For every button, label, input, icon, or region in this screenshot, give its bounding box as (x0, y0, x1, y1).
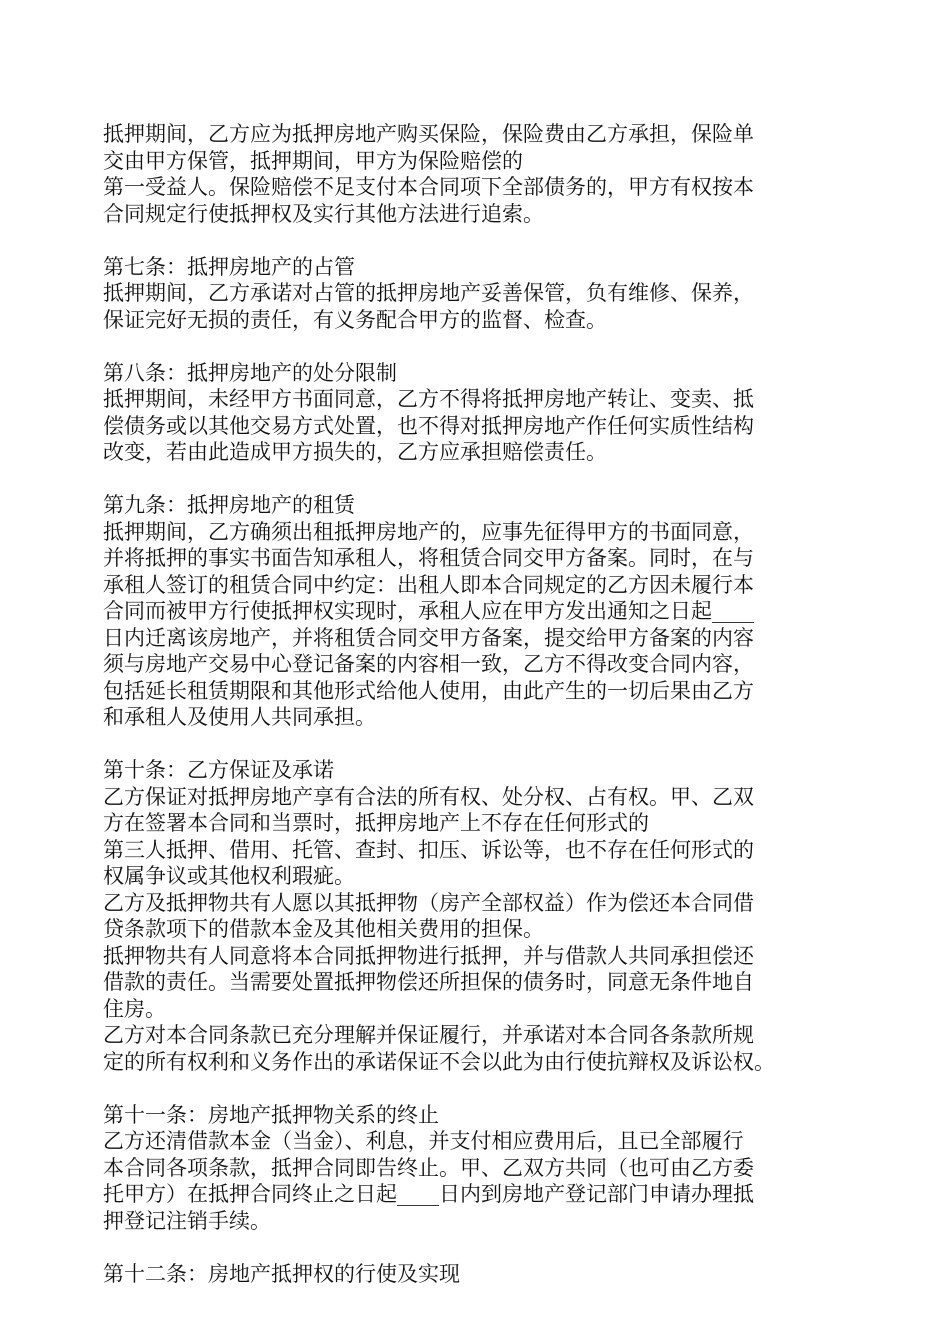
text-line: 合同而被甲方行使抵押权实现时，承租人应在甲方发出通知之日起____ (103, 599, 754, 623)
text-line: 押登记注销手续。 (103, 1208, 271, 1233)
article-heading: 第十一条：房地产抵押物关系的终止 (103, 1102, 439, 1127)
text-line: 乙方还清借款本金（当金）、利息，并支付相应费用后，且已全部履行 (103, 1129, 744, 1153)
paragraph-gap (103, 466, 855, 493)
paragraph-gap (103, 1234, 855, 1261)
text-line: 和承租人及使用人共同承担。 (103, 705, 376, 729)
article-heading: 第九条：抵押房地产的租赁 (103, 493, 355, 517)
text-line: 日内迁离该房地产，并将租赁合同交甲方备案，提交给甲方备案的内容 (103, 625, 754, 650)
paragraph-gap (103, 731, 855, 758)
text-line: 并将抵押的事实书面告知承租人，将租赁合同交甲方备案。同时，在与 (103, 546, 754, 570)
text-line: 权属争议或其他权利瑕疵。 (103, 864, 355, 888)
text-line: 借款的责任。当需要处置抵押物偿还所担保的债务时，同意无条件地自 (103, 970, 754, 994)
text-line: 住房。 (103, 996, 166, 1021)
section-article-10 (103, 757, 855, 1075)
text-line: 抵押期间，乙方应为抵押房地产购买保险，保险费由乙方承担，保险单 (103, 122, 754, 146)
text-line: 第一受益人。保险赔偿不足支付本合同项下全部债务的，甲方有权按本 (103, 175, 754, 199)
section-article-7 (103, 254, 855, 334)
text-line: 抵押期间，未经甲方书面同意，乙方不得将抵押房地产转让、变卖、抵 (103, 387, 754, 411)
text-line: 乙方及抵押物共有人愿以其抵押物（房产全部权益）作为偿还本合同借 (103, 890, 754, 915)
text-line: 承租人签订的租赁合同中约定：出租人即本合同规定的乙方因未履行本 (103, 572, 754, 597)
text-line: 第三人抵押、借用、托管、查封、扣压、诉讼等，也不存在任何形式的 (103, 837, 754, 862)
text-line: 方在签署本合同和当票时，抵押房地产上不存在任何形式的 (103, 811, 649, 835)
section-article-8 (103, 360, 855, 466)
text-line: 贷条款项下的借款本金及其他相关费用的担保。 (103, 917, 544, 941)
text-line: 本合同各项条款，抵押合同即告终止。甲、乙双方共同（也可由乙方委 (103, 1155, 754, 1180)
text-line: 交由甲方保管，抵押期间，甲方为保险赔偿的 (103, 148, 523, 173)
document-page (103, 121, 855, 1287)
text-line: 抵押期间，乙方承诺对占管的抵押房地产妥善保管，负有维修、保养， (103, 281, 754, 305)
section-continuation (103, 121, 855, 227)
section-article-12 (103, 1261, 855, 1288)
section-article-9 (103, 492, 855, 731)
text-line: 合同规定行使抵押权及实行其他方法进行追索。 (103, 201, 544, 226)
text-line: 托甲方）在抵押合同终止之日起____日内到房地产登记部门申请办理抵 (103, 1182, 754, 1206)
text-line: 须与房地产交易中心登记备案的内容相一致，乙方不得改变合同内容， (103, 652, 754, 676)
paragraph-gap (103, 1075, 855, 1102)
article-heading: 第十条：乙方保证及承诺 (103, 758, 334, 782)
text-line: 定的所有权利和义务作出的承诺保证不会以此为由行使抗辩权及诉讼权。 (103, 1049, 775, 1074)
paragraph-gap (103, 333, 855, 360)
text-line: 保证完好无损的责任，有义务配合甲方的监督、检查。 (103, 307, 607, 332)
text-line: 乙方对本合同条款已充分理解并保证履行，并承诺对本合同各条款所规 (103, 1023, 754, 1047)
text-line: 乙方保证对抵押房地产享有合法的所有权、处分权、占有权。甲、乙双 (103, 784, 754, 809)
article-heading: 第七条：抵押房地产的占管 (103, 254, 355, 279)
text-line: 改变，若由此造成甲方损失的，乙方应承担赔偿责任。 (103, 440, 607, 464)
text-line: 抵押期间，乙方确须出租抵押房地产的，应事先征得甲方的书面同意， (103, 519, 754, 544)
text-line: 抵押物共有人同意将本合同抵押物进行抵押，并与借款人共同承担偿还 (103, 943, 754, 968)
article-heading: 第八条：抵押房地产的处分限制 (103, 360, 397, 385)
paragraph-gap (103, 227, 855, 254)
article-heading: 第十二条：房地产抵押权的行使及实现 (103, 1261, 460, 1286)
text-line: 偿债务或以其他交易方式处置，也不得对抵押房地产作任何实质性结构 (103, 413, 754, 438)
section-article-11 (103, 1102, 855, 1235)
text-line: 包括延长租赁期限和其他形式给他人使用，由此产生的一切后果由乙方 (103, 678, 754, 703)
